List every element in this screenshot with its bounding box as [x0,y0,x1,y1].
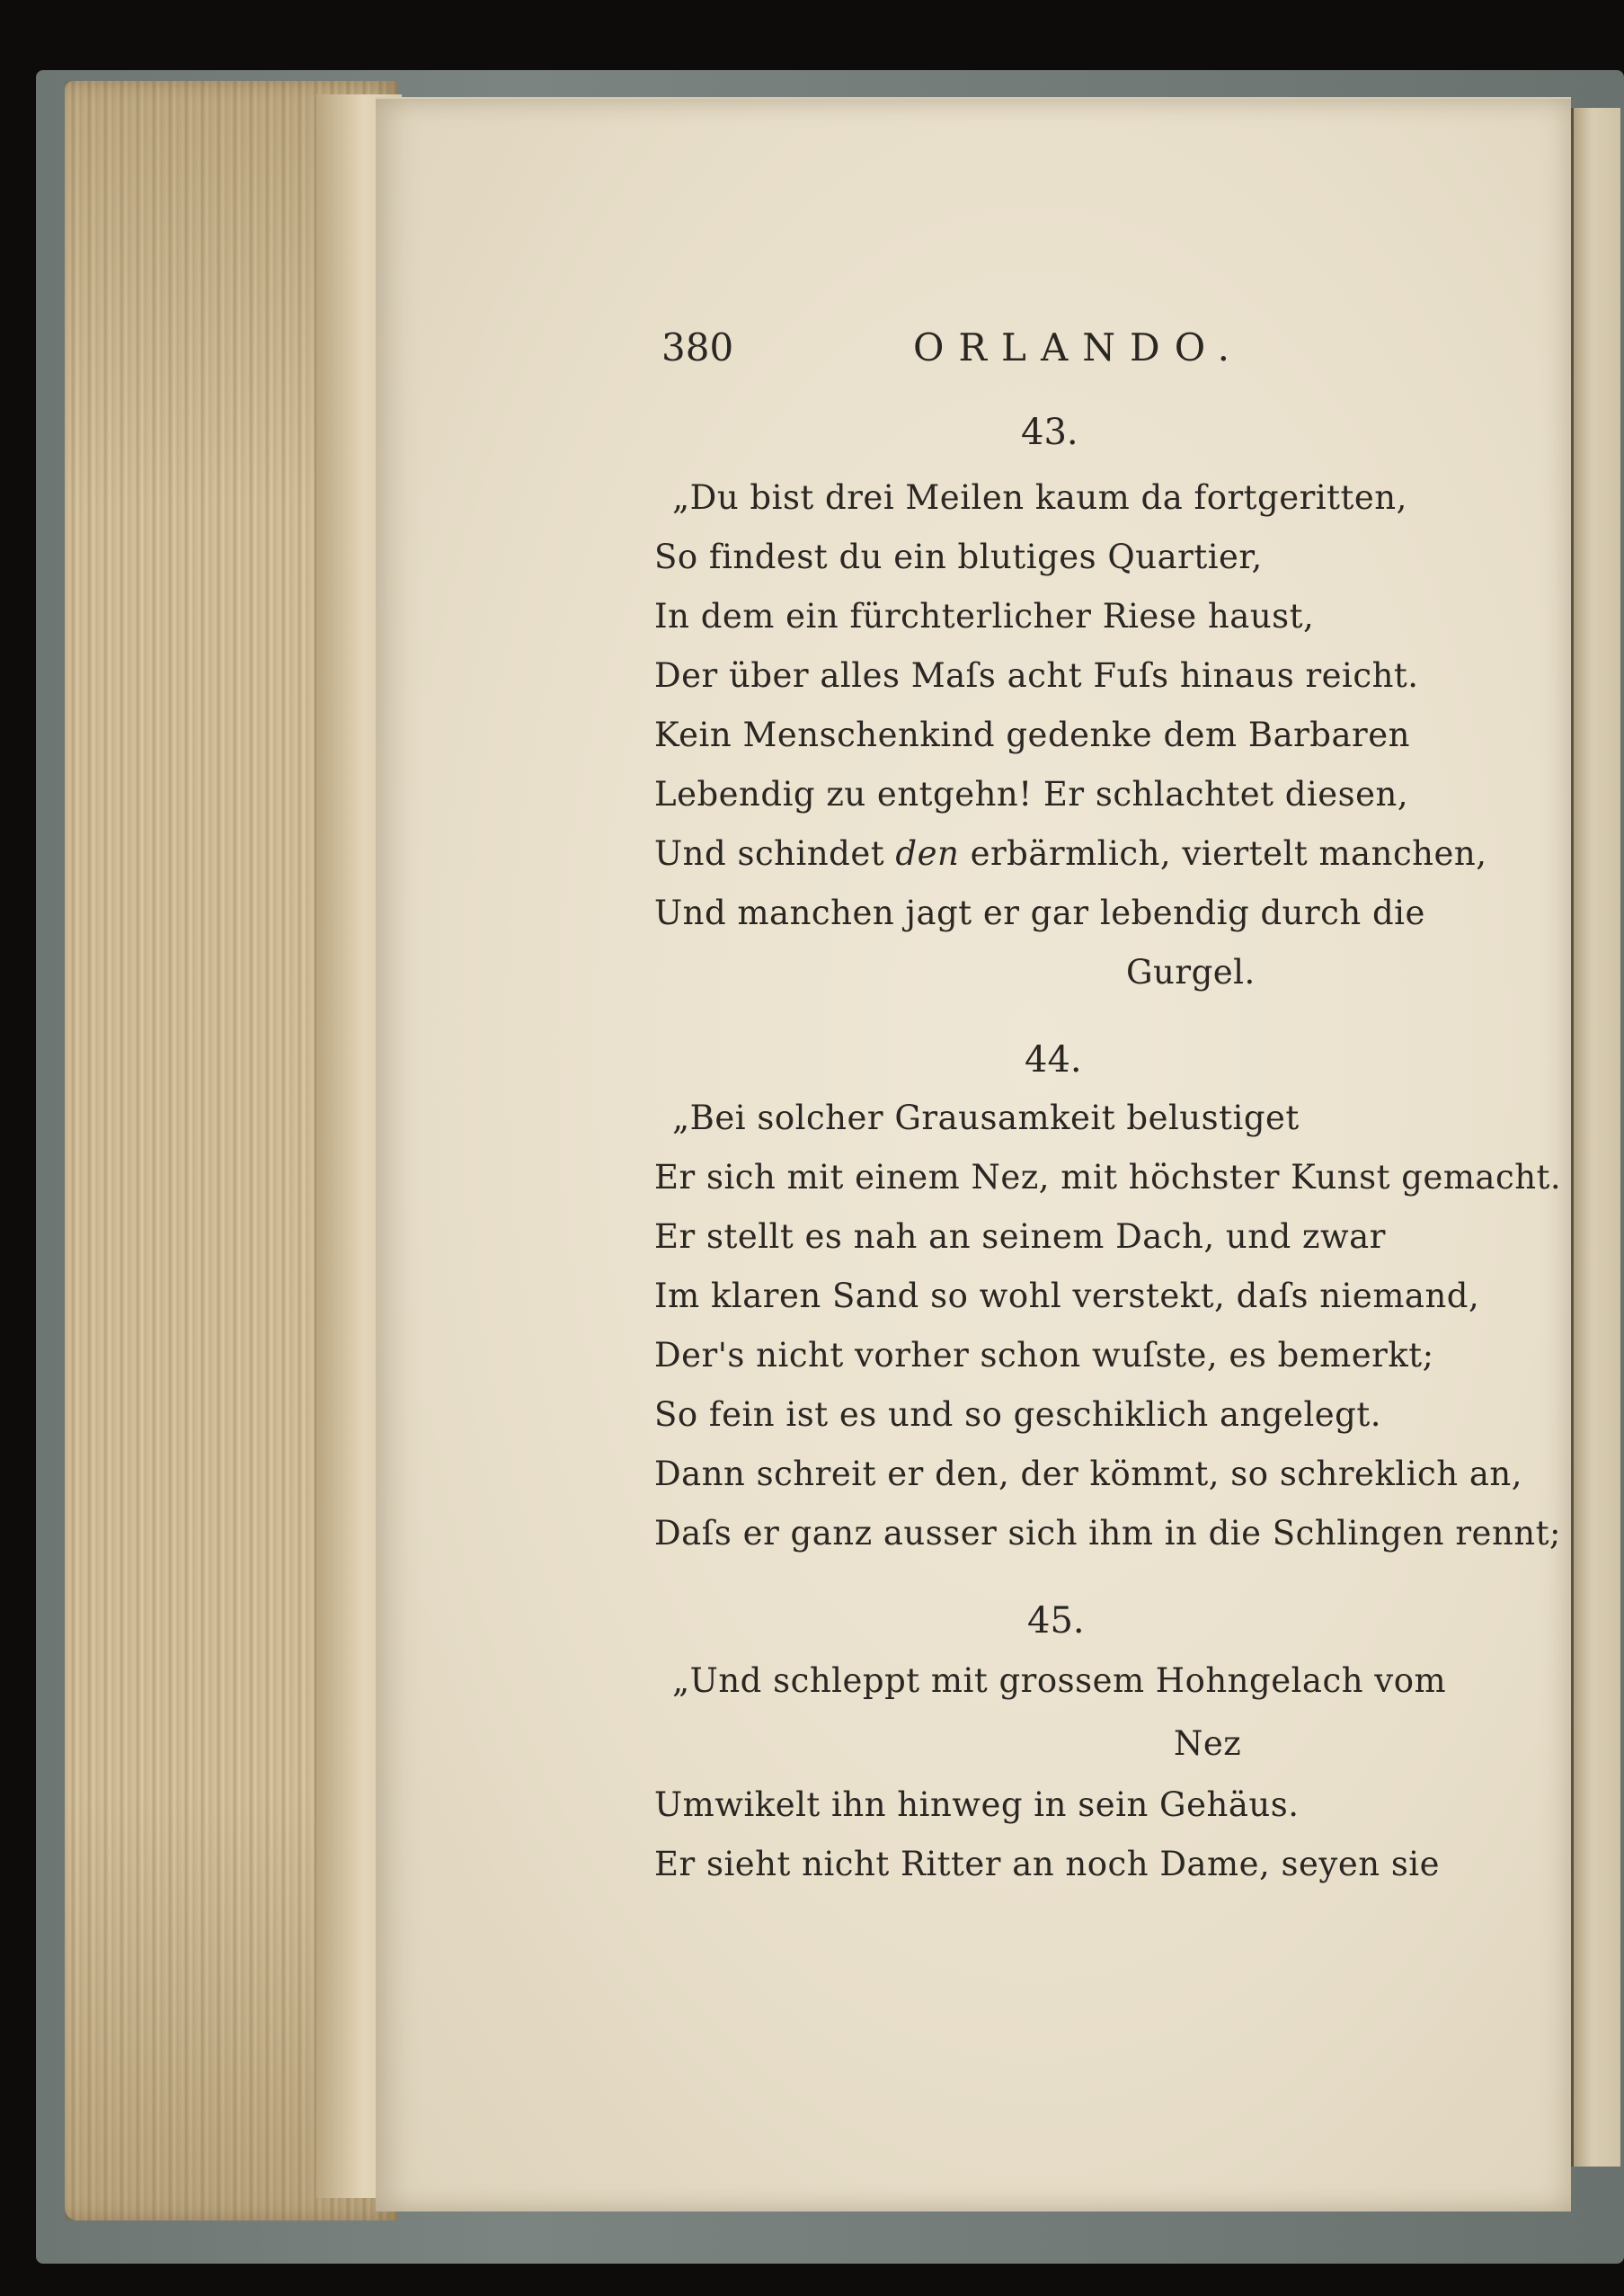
verse-line: Dann schreit er den, der kömmt, so schreklich an, [654,1455,1522,1493]
verse-line: Er sich mit einem Nez, mit höchster Kunst gemacht. [654,1158,1562,1197]
verse-line: „Bei solcher Grausamkeit belustiget [672,1099,1300,1137]
verse-line: Lebendig zu entgehn! Er schlachtet diesen, [654,775,1409,814]
verse-line: Er stellt es nah an seinem Dach, und zwar [654,1217,1386,1256]
verse-line: Daſs er ganz ausser sich ihm in die Schlingen rennt; [654,1514,1561,1553]
verse-line: Umwikelt ihn hinweg in sein Gehäus. [654,1785,1300,1824]
book-page [376,97,1571,2211]
verse-segment: Und schindet [654,834,885,873]
verse-line: Der über alles Maſs acht Fuſs hinaus reicht. [654,656,1419,695]
verse-line-continuation: Nez [1174,1724,1242,1763]
stanza-number: 45. [1027,1600,1085,1642]
verse-line: Er sieht nicht Ritter an noch Dame, seyen sie [654,1845,1441,1883]
stanza-number: 43. [1021,412,1078,453]
verse-line: In dem ein fürchterlicher Riese haust, [654,597,1315,636]
verse-line: „Und schleppt mit grossem Hohngelach vom [672,1661,1447,1700]
verse-line: „Du bist drei Meilen kaum da fortgeritten, [672,478,1407,517]
verse-segment: erbärmlich, viertelt manchen, [970,834,1487,873]
verse-line [654,834,1486,873]
verse-line: Der's nicht vorher schon wuſste, es bemerkt; [654,1336,1434,1375]
running-title: ORLANDO. [913,325,1245,369]
verse-line-continuation: Gurgel. [1126,953,1256,992]
verse-line: So findest du ein blutiges Quartier, [654,538,1263,576]
verse-line: Im klaren Sand so wohl verstekt, daſs niemand, [654,1277,1480,1315]
verse-line: Kein Menschenkind gedenke dem Barbaren [654,716,1410,754]
right-page-edge [1571,108,1620,2167]
verse-line: Und manchen jagt er gar lebendig durch die [654,894,1425,932]
verse-line: So fein ist es und so geschiklich angelegt. [654,1395,1381,1434]
page-number: 380 [661,325,734,369]
emphasized-word: den [895,834,960,873]
page-text [376,99,1571,2211]
stanza-number: 44. [1025,1039,1082,1081]
